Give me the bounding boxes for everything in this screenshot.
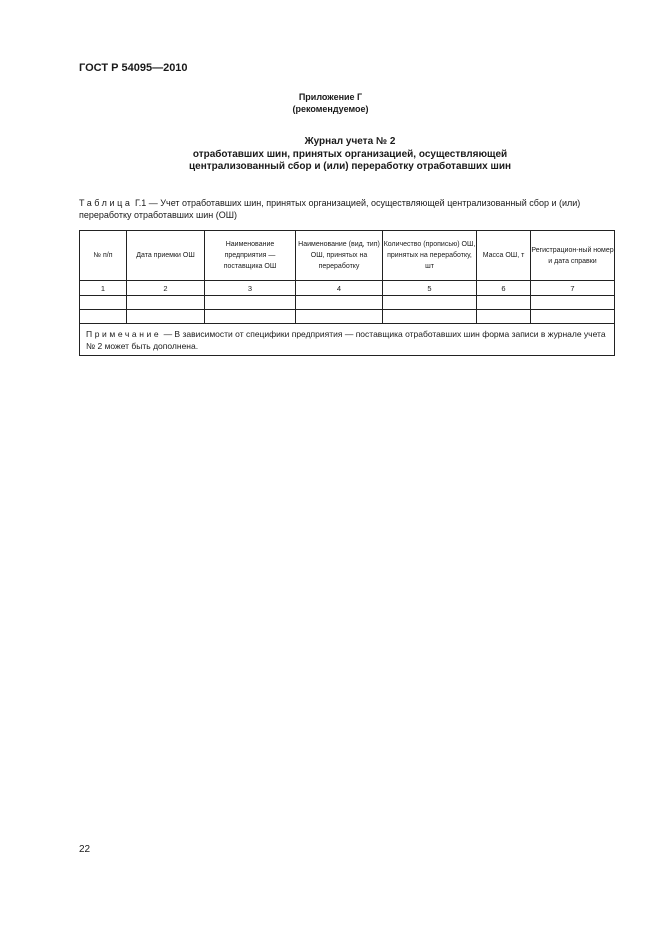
column-number-cell: 6 — [477, 281, 531, 296]
header-cell-number: № п/п — [80, 231, 127, 281]
table-note-row — [80, 324, 615, 356]
table-row — [80, 310, 615, 324]
journal-subtitle-line2: централизованный сбор и (или) переработку отработавших шин — [188, 161, 512, 172]
table-caption-text: Г.1 — Учет отработавших шин, принятых организацией, осуществляющей централизованный сбор и (или) переработку отработавших шин (ОШ) — [79, 198, 581, 220]
header-cell-quantity: Количество (прописью) ОШ, принятых на переработку, шт — [383, 231, 477, 281]
column-number-cell: 2 — [127, 281, 205, 296]
empty-cell — [205, 296, 296, 310]
table-caption-label: Таблица — [79, 198, 133, 208]
empty-cell — [296, 296, 383, 310]
standard-id: ГОСТ Р 54095—2010 — [79, 62, 188, 74]
header-cell-mass: Масса ОШ, т — [477, 231, 531, 281]
journal-subtitle-line1: отработавших шин, принятых организацией, осуществляющей — [192, 148, 508, 160]
annex-title: Приложение Г — [298, 92, 363, 102]
column-number-cell: 7 — [531, 281, 615, 296]
header-cell-supplier: Наименование предприятия — поставщика ОШ — [205, 231, 296, 281]
empty-cell — [383, 296, 477, 310]
column-number-row — [80, 281, 615, 296]
empty-cell — [205, 310, 296, 324]
journal-heading — [0, 136, 661, 174]
column-number-cell: 1 — [80, 281, 127, 296]
page-number: 22 — [79, 844, 91, 855]
column-number-cell: 4 — [296, 281, 383, 296]
empty-cell — [477, 310, 531, 324]
table-row — [80, 296, 615, 310]
empty-cell — [383, 310, 477, 324]
header-cell-registration: Регистрацион-ный номер и дата справки — [531, 231, 615, 281]
header-cell-tire-type: Наименование (вид, тип) ОШ, принятых на переработку — [296, 231, 383, 281]
empty-cell — [80, 310, 127, 324]
empty-cell — [127, 296, 205, 310]
table-header-row — [80, 231, 615, 281]
journal-table — [79, 230, 615, 356]
empty-cell — [531, 296, 615, 310]
annex-heading — [0, 91, 661, 115]
table-note — [80, 324, 615, 356]
empty-cell — [80, 296, 127, 310]
table-note-text: — В зависимости от специфики предприятия — поставщика отработавших шин форма записи в журнале учета № 2 может быть дополнена. — [86, 329, 606, 351]
header-cell-date: Дата приемки ОШ — [127, 231, 205, 281]
empty-cell — [531, 310, 615, 324]
empty-cell — [296, 310, 383, 324]
column-number-cell: 5 — [383, 281, 477, 296]
table-note-label: Примечание — [86, 329, 162, 339]
column-number-cell: 3 — [205, 281, 296, 296]
empty-cell — [127, 310, 205, 324]
table-caption — [79, 197, 619, 221]
empty-cell — [477, 296, 531, 310]
annex-status: (рекомендуемое) — [292, 104, 369, 114]
journal-title: Журнал учета № 2 — [304, 136, 396, 147]
